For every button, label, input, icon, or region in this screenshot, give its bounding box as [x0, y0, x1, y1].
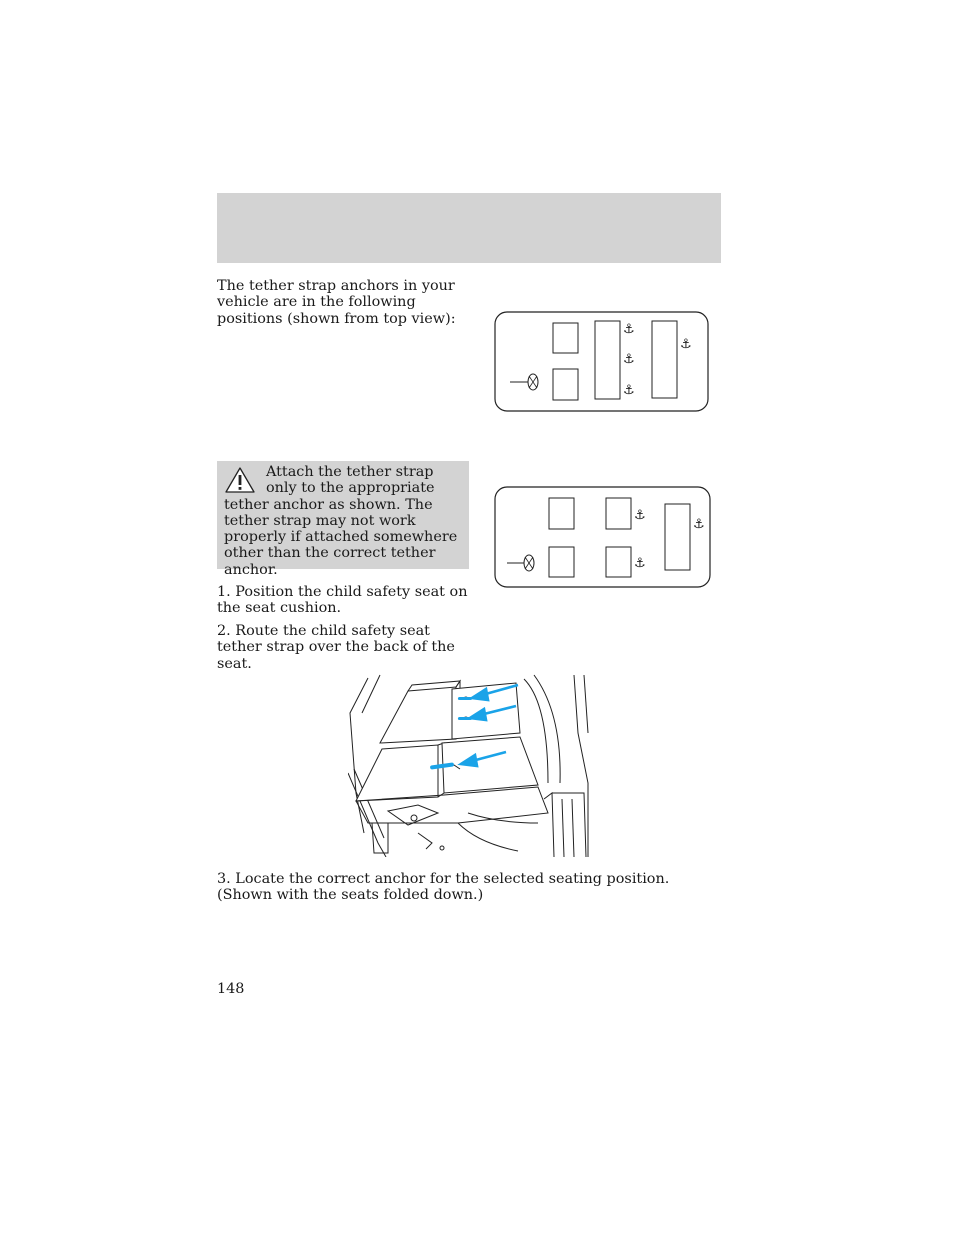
anchor-icon: ⚓	[693, 517, 705, 532]
second-row-seat-left	[606, 547, 631, 577]
page-number: 148	[217, 981, 245, 997]
anchor-icon: ⚓	[634, 556, 646, 571]
warning-callout	[217, 461, 469, 578]
warning-text-wrap	[224, 464, 464, 578]
intro-paragraph: The tether strap anchors in your vehicle are in the following positions (shown from top view):	[217, 278, 456, 327]
anchor-icon: ⚓	[623, 322, 635, 337]
warning-text: Attach the tether strap only to the appropriate tether anchor as shown. The tether strap may not work properly if attached somewhere other than the correct tether anchor.	[224, 464, 458, 578]
anchor-icon: ⚓	[634, 508, 646, 523]
step-3: 3. Locate the correct anchor for the selected seating position. (Shown with the seats folded down.)	[217, 871, 670, 904]
anchor-icon: ⚓	[623, 352, 635, 367]
anchor-icon: ⚓	[680, 337, 692, 352]
second-row-seat-right	[606, 498, 631, 529]
third-row-bench	[665, 504, 690, 570]
step-1: 1. Position the child safety seat on the seat cushion.	[217, 584, 468, 617]
front-seat-right	[553, 323, 578, 353]
section-header-bar	[217, 193, 721, 263]
third-row-bench	[652, 321, 677, 398]
tether-anchor-diagram-layout-1	[494, 311, 710, 413]
folded-seats-illustration	[348, 673, 592, 857]
front-seat-right	[549, 498, 574, 529]
front-seat-left	[553, 369, 578, 400]
tether-anchor-diagram-layout-2	[494, 486, 712, 589]
front-seat-left	[549, 547, 574, 577]
anchor-icon: ⚓	[623, 383, 635, 398]
second-row-bench	[595, 321, 620, 399]
step-2: 2. Route the child safety seat tether strap over the back of the seat.	[217, 623, 455, 672]
